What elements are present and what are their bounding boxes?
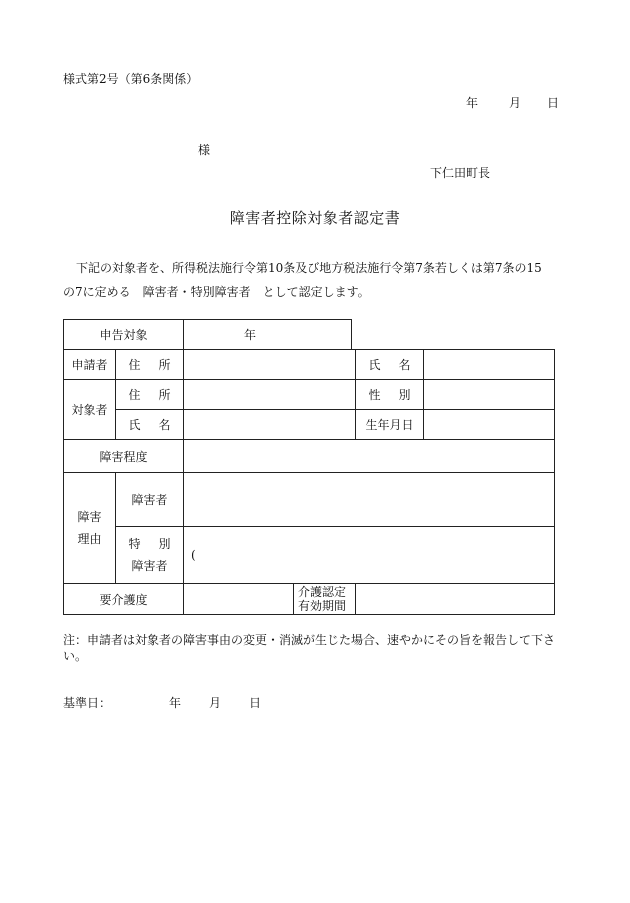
applicant-name-field[interactable] (424, 350, 555, 380)
row-care-level (64, 584, 555, 615)
declaration-year-label: 年 (244, 328, 257, 342)
blank-area (352, 320, 555, 350)
care-validity-field[interactable] (356, 584, 555, 615)
subject-address-label (116, 380, 184, 410)
base-date-month: 月 (209, 696, 222, 710)
certification-line-2: の7に定める 障害者・特別障害者 として認定します。 (63, 285, 370, 299)
form-number: 様式第2号（第6条関係） (63, 72, 199, 86)
reason-line-2: 理由 (77, 532, 102, 546)
date-month: 月 (509, 96, 522, 110)
disability-degree-label: 障害程度 (64, 440, 184, 473)
address-char-1: 住 (128, 358, 141, 372)
care-level-field[interactable] (184, 584, 294, 615)
declaration-year-cell[interactable] (184, 320, 352, 350)
base-date-year: 年 (169, 696, 182, 710)
base-date-day: 日 (249, 696, 262, 710)
row-subject-name (64, 410, 555, 440)
name-char-2: 名 (398, 358, 411, 372)
disability-reason-label (64, 473, 116, 584)
note-text: 注：申請者は対象者の障害事由の変更・消滅が生じた場合、速やかにその旨を報告して下さい。 (63, 633, 556, 663)
base-date-label: 基準日： (63, 696, 112, 710)
issuer: 下仁田町長 (430, 166, 491, 180)
applicant-address-field[interactable] (184, 350, 356, 380)
disabled-person-field[interactable] (184, 473, 555, 527)
applicant-name-label (356, 350, 424, 380)
subject-gender-field[interactable] (424, 380, 555, 410)
name-char-2: 名 (158, 418, 171, 432)
paren-open: ( (191, 548, 196, 562)
addressee: 様 (198, 143, 211, 157)
row-subject-address (64, 380, 555, 410)
issue-date (466, 94, 559, 111)
name-char-1: 氏 (368, 358, 381, 372)
address-char-2: 所 (158, 388, 171, 402)
row-declaration-target (64, 320, 555, 350)
applicant-address-label (116, 350, 184, 380)
document-title: 障害者控除対象者認定書 (229, 209, 401, 227)
certification-text (63, 256, 555, 304)
subject-gender-label (356, 380, 424, 410)
care-validity-label (294, 584, 356, 615)
subject-birthdate-field[interactable] (424, 410, 555, 440)
subject-label: 対象者 (64, 380, 116, 440)
date-year: 年 (466, 96, 479, 110)
date-day: 日 (547, 96, 560, 110)
care-validity-line-2: 有効期間 (298, 599, 347, 613)
subject-address-field[interactable] (184, 380, 356, 410)
care-level-label: 要介護度 (64, 584, 184, 615)
special-disabled-label (116, 527, 184, 584)
base-date (63, 694, 261, 711)
address-char-2: 所 (158, 358, 171, 372)
subject-name-label (116, 410, 184, 440)
row-reason-special (64, 527, 555, 584)
subject-birthdate-label: 生年月日 (356, 410, 424, 440)
subject-name-field[interactable] (184, 410, 356, 440)
gender-char-2: 別 (398, 388, 411, 402)
special-line-2: 障害者 (131, 559, 168, 573)
row-applicant (64, 350, 555, 380)
applicant-label: 申請者 (64, 350, 116, 380)
name-char-1: 氏 (128, 418, 141, 432)
disabled-person-label: 障害者 (116, 473, 184, 527)
row-disability-degree (64, 440, 555, 473)
declaration-target-label: 申告対象 (64, 320, 184, 350)
certification-table (63, 319, 555, 615)
care-validity-line-1: 介護認定 (298, 585, 347, 599)
row-reason-disabled (64, 473, 555, 527)
address-char-1: 住 (128, 388, 141, 402)
special-disabled-field[interactable] (184, 527, 555, 584)
gender-char-1: 性 (368, 388, 381, 402)
disability-degree-field[interactable] (184, 440, 555, 473)
certification-line-1: 下記の対象者を、所得税法施行令第10条及び地方税法施行令第7条若しくは第7条の15 (76, 261, 542, 275)
special-line-1: 特 別 (128, 537, 171, 551)
reason-line-1: 障害 (77, 510, 102, 524)
